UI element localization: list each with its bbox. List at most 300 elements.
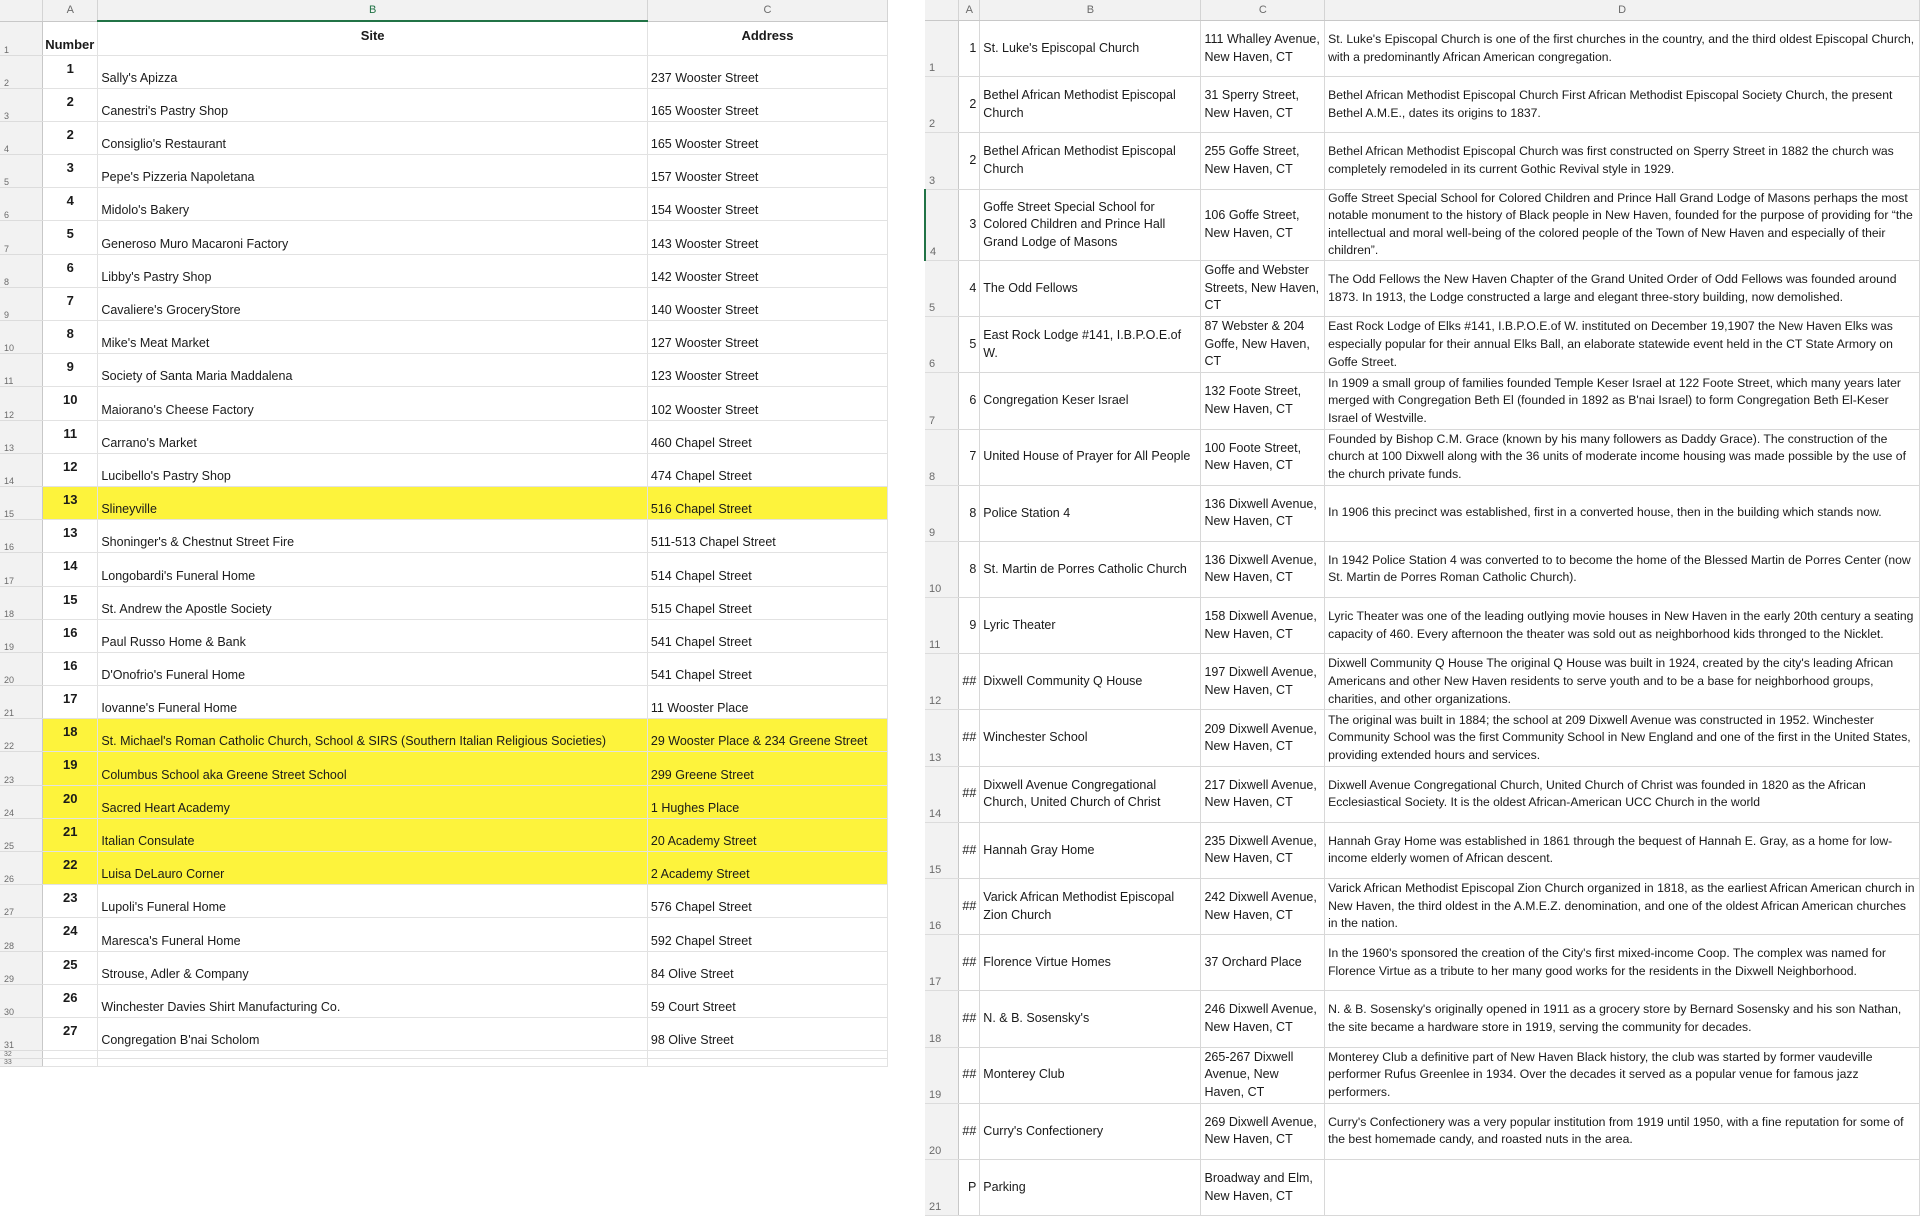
description-cell[interactable]: Founded by Bishop C.M. Grace (known by his many followers as Daddy Grace). The construction of the church at 100 Dixwell along with the 36 units of moderate income housing was made possible by the use of the church private funds. (1325, 429, 1920, 485)
address-cell[interactable]: 165 Wooster Street (647, 121, 887, 154)
number-cell[interactable]: 13 (43, 520, 98, 553)
address-cell[interactable]: 87 Webster & 204 Goffe, New Haven, CT (1201, 317, 1325, 373)
row-number[interactable]: 15 (925, 822, 959, 878)
table-row (0, 1017, 888, 1050)
site-cell[interactable]: Varick African Methodist Episcopal Zion Church (980, 879, 1201, 935)
row-number[interactable]: 9 (925, 485, 959, 541)
site-cell[interactable]: Hannah Gray Home (980, 822, 1201, 878)
row-number[interactable]: 3 (0, 88, 43, 121)
row-number[interactable]: 21 (925, 1159, 959, 1215)
row-number[interactable]: 11 (0, 354, 43, 387)
address-cell[interactable]: 265-267 Dixwell Avenue, New Haven, CT (1201, 1047, 1325, 1103)
site-cell[interactable]: East Rock Lodge #141, I.B.P.O.E.of W. (980, 317, 1201, 373)
site-cell[interactable]: Monterey Club (980, 1047, 1201, 1103)
empty-cell[interactable] (43, 1051, 98, 1059)
table-row (925, 21, 1920, 77)
site-cell[interactable]: Longobardi's Funeral Home (98, 553, 648, 586)
row-number[interactable]: 14 (0, 453, 43, 486)
column-header-row (925, 0, 1920, 21)
row-number[interactable]: 33 (0, 1059, 43, 1067)
select-all-corner[interactable] (925, 0, 959, 21)
row-number[interactable]: 1 (925, 21, 959, 77)
address-cell[interactable]: 511-513 Chapel Street (647, 520, 887, 553)
row-number[interactable]: 26 (0, 852, 43, 885)
table-row (925, 1159, 1920, 1215)
row-number[interactable]: 6 (0, 188, 43, 221)
description-cell[interactable]: Dixwell Community Q House The original Q House was built in 1924, created by the city's leading African Americans and other New Haven residents to serve youth and to be a base for neighborhood groups, charities, and other organizations. (1325, 654, 1920, 710)
number-cell[interactable]: ## (959, 1047, 980, 1103)
table-row (925, 598, 1920, 654)
site-cell[interactable]: Parking (980, 1159, 1201, 1215)
row-number[interactable]: 11 (925, 598, 959, 654)
site-cell[interactable]: Paul Russo Home & Bank (98, 619, 648, 652)
site-cell[interactable]: Winchester Davies Shirt Manufacturing Co. (98, 984, 648, 1017)
site-cell[interactable]: Shoninger's & Chestnut Street Fire (98, 520, 648, 553)
address-cell[interactable]: Broadway and Elm, New Haven, CT (1201, 1159, 1325, 1215)
table-row (0, 453, 888, 486)
number-cell[interactable]: ## (959, 1103, 980, 1159)
address-cell[interactable]: 2 Academy Street (647, 852, 887, 885)
address-cell[interactable]: 269 Dixwell Avenue, New Haven, CT (1201, 1103, 1325, 1159)
number-cell[interactable]: 22 (43, 852, 98, 885)
site-cell[interactable]: Congregation Keser Israel (980, 373, 1201, 429)
number-cell[interactable]: 21 (43, 818, 98, 851)
table-row (925, 766, 1920, 822)
description-cell[interactable]: Bethel African Methodist Episcopal Church was first constructed on Sperry Street in 1882 the church was completely remodeled in its current Gothic Revival style in 1929. (1325, 133, 1920, 189)
row-number[interactable]: 17 (0, 553, 43, 586)
column-header-b[interactable]: B (98, 0, 648, 21)
description-cell[interactable]: In 1906 this precinct was established, first in a converted house, then in the building which stands now. (1325, 485, 1920, 541)
address-cell[interactable]: 474 Chapel Street (647, 453, 887, 486)
address-cell[interactable]: 515 Chapel Street (647, 586, 887, 619)
address-cell[interactable]: 165 Wooster Street (647, 88, 887, 121)
number-cell[interactable]: 26 (43, 984, 98, 1017)
address-cell[interactable]: 592 Chapel Street (647, 918, 887, 951)
address-cell[interactable]: 242 Dixwell Avenue, New Haven, CT (1201, 879, 1325, 935)
site-cell[interactable]: Strouse, Adler & Company (98, 951, 648, 984)
site-cell[interactable]: St. Luke's Episcopal Church (980, 21, 1201, 77)
number-cell[interactable]: 20 (43, 785, 98, 818)
row-number[interactable]: 13 (925, 710, 959, 766)
address-cell[interactable]: 59 Court Street (647, 984, 887, 1017)
site-cell[interactable]: Carrano's Market (98, 420, 648, 453)
site-cell[interactable]: N. & B. Sosensky's (980, 991, 1201, 1047)
address-cell[interactable]: 136 Dixwell Avenue, New Haven, CT (1201, 541, 1325, 597)
table-row (925, 317, 1920, 373)
column-header-c[interactable]: C (647, 0, 887, 21)
table-row (0, 553, 888, 586)
row-number[interactable]: 18 (925, 991, 959, 1047)
address-cell[interactable]: 106 Goffe Street, New Haven, CT (1201, 189, 1325, 260)
description-cell[interactable]: Varick African Methodist Episcopal Zion Church organized in 1818, as the earliest African American church in New Haven, the third oldest in the A.M.E.Z. denomination, and one of the oldest African American churches in the nation. (1325, 879, 1920, 935)
description-cell[interactable]: Goffe Street Special School for Colored Children and Prince Hall Grand Lodge of Masons perhaps the most notable monument to the history of Black people in New Haven, founded for the purpose of providing for “the intellectual and moral well-being of the colored people of the Town of New Haven and especially of their children”. (1325, 189, 1920, 260)
row-number[interactable]: 10 (925, 541, 959, 597)
address-cell[interactable]: 140 Wooster Street (647, 287, 887, 320)
number-cell[interactable]: 14 (43, 553, 98, 586)
number-cell[interactable]: 8 (43, 321, 98, 354)
site-cell[interactable]: Florence Virtue Homes (980, 935, 1201, 991)
table-row (0, 321, 888, 354)
table-row (0, 652, 888, 685)
number-cell[interactable]: 17 (43, 686, 98, 719)
row-number[interactable]: 15 (0, 486, 43, 519)
number-cell[interactable]: 18 (43, 719, 98, 752)
row-number[interactable]: 8 (925, 429, 959, 485)
row-number[interactable]: 27 (0, 885, 43, 918)
table-row (0, 486, 888, 519)
site-cell[interactable]: Goffe Street Special School for Colored Children and Prince Hall Grand Lodge of Masons (980, 189, 1201, 260)
empty-cell[interactable] (98, 1051, 648, 1059)
site-cell[interactable]: Sacred Heart Academy (98, 785, 648, 818)
site-cell[interactable]: Dixwell Community Q House (980, 654, 1201, 710)
address-cell[interactable]: 98 Olive Street (647, 1017, 887, 1050)
address-cell[interactable]: 255 Goffe Street, New Haven, CT (1201, 133, 1325, 189)
address-cell[interactable]: 37 Orchard Place (1201, 935, 1325, 991)
table-row (0, 619, 888, 652)
number-cell[interactable]: 5 (43, 221, 98, 254)
table-row (0, 387, 888, 420)
site-cell[interactable]: Midolo's Bakery (98, 188, 648, 221)
address-cell[interactable]: 217 Dixwell Avenue, New Haven, CT (1201, 766, 1325, 822)
row-number[interactable]: 16 (925, 879, 959, 935)
table-row (925, 1103, 1920, 1159)
table-row (0, 686, 888, 719)
number-cell[interactable]: 1 (959, 21, 980, 77)
row-number[interactable]: 12 (925, 654, 959, 710)
address-cell[interactable]: 576 Chapel Street (647, 885, 887, 918)
table-row (925, 133, 1920, 189)
number-cell[interactable]: 2 (43, 121, 98, 154)
site-cell[interactable]: Generoso Muro Macaroni Factory (98, 221, 648, 254)
row-number[interactable]: 5 (0, 155, 43, 188)
address-cell[interactable]: 20 Academy Street (647, 818, 887, 851)
site-cell[interactable]: The Odd Fellows (980, 260, 1201, 316)
address-cell[interactable]: 1 Hughes Place (647, 785, 887, 818)
table-row (925, 77, 1920, 133)
site-cell[interactable]: St. Martin de Porres Catholic Church (980, 541, 1201, 597)
row-number[interactable]: 18 (0, 586, 43, 619)
row-number[interactable]: 6 (925, 317, 959, 373)
site-cell[interactable]: Winchester School (980, 710, 1201, 766)
row-number[interactable]: 20 (925, 1103, 959, 1159)
select-all-corner[interactable] (0, 0, 43, 21)
description-cell[interactable]: East Rock Lodge of Elks #141, I.B.P.O.E.of W. instituted on December 19,1907 the New Haven Elks was especially popular for their annual Elks Ball, an elaborate statewide event held in the CT State Armory on Goffe Street. (1325, 317, 1920, 373)
row-number[interactable]: 31 (0, 1017, 43, 1050)
address-cell[interactable]: 143 Wooster Street (647, 221, 887, 254)
site-cell[interactable]: Italian Consulate (98, 818, 648, 851)
address-cell[interactable]: 516 Chapel Street (647, 486, 887, 519)
description-cell[interactable]: N. & B. Sosensky's originally opened in 1911 as a grocery store by Bernard Sosensky and his son Nathan, the site became a hardware store in 1919, serving the community for decades. (1325, 991, 1920, 1047)
number-cell[interactable]: 3 (43, 155, 98, 188)
table-row (0, 254, 888, 287)
table-row (0, 188, 888, 221)
row-number[interactable]: 3 (925, 133, 959, 189)
table-row (0, 287, 888, 320)
site-cell[interactable]: Pepe's Pizzeria Napoletana (98, 155, 648, 188)
address-cell[interactable]: 514 Chapel Street (647, 553, 887, 586)
address-cell[interactable]: 197 Dixwell Avenue, New Haven, CT (1201, 654, 1325, 710)
address-cell[interactable]: 102 Wooster Street (647, 387, 887, 420)
number-cell[interactable]: 13 (43, 486, 98, 519)
address-cell[interactable]: Goffe and Webster Streets, New Haven, CT (1201, 260, 1325, 316)
site-cell[interactable]: Police Station 4 (980, 485, 1201, 541)
address-header[interactable]: Address (647, 21, 887, 55)
address-cell[interactable]: 541 Chapel Street (647, 652, 887, 685)
site-cell[interactable]: Luisa DeLauro Corner (98, 852, 648, 885)
row-number[interactable]: 16 (0, 520, 43, 553)
address-cell[interactable]: 299 Greene Street (647, 752, 887, 785)
number-cell[interactable]: ## (959, 935, 980, 991)
row-number[interactable]: 8 (0, 254, 43, 287)
address-cell[interactable]: 142 Wooster Street (647, 254, 887, 287)
number-cell[interactable]: 25 (43, 951, 98, 984)
window-gap (888, 0, 924, 1080)
number-cell[interactable]: ## (959, 879, 980, 935)
number-cell[interactable]: ## (959, 822, 980, 878)
table-row (0, 818, 888, 851)
row-number[interactable]: 30 (0, 984, 43, 1017)
address-cell[interactable]: 31 Sperry Street, New Haven, CT (1201, 77, 1325, 133)
number-cell[interactable]: 27 (43, 1017, 98, 1050)
address-cell[interactable]: 237 Wooster Street (647, 55, 887, 88)
table-row (925, 189, 1920, 260)
right-sheet-grid (924, 0, 1920, 1216)
empty-cell[interactable] (647, 1059, 887, 1067)
table-row (925, 991, 1920, 1047)
number-cell[interactable]: 1 (43, 55, 98, 88)
address-cell[interactable]: 11 Wooster Place (647, 686, 887, 719)
table-row (0, 918, 888, 951)
address-cell[interactable]: 154 Wooster Street (647, 188, 887, 221)
number-cell[interactable]: 16 (43, 652, 98, 685)
table-row (0, 121, 888, 154)
number-cell[interactable]: 12 (43, 453, 98, 486)
table-row (925, 373, 1920, 429)
table-row (0, 586, 888, 619)
row-number[interactable]: 28 (0, 918, 43, 951)
description-cell[interactable]: The original was built in 1884; the school at 209 Dixwell Avenue was constructed in 1952. Winchester Community School was the first Community School in New England and one of the first in the United States, providing extended hours and services. (1325, 710, 1920, 766)
table-row (925, 710, 1920, 766)
site-cell[interactable]: Mike's Meat Market (98, 321, 648, 354)
address-cell[interactable]: 136 Dixwell Avenue, New Haven, CT (1201, 485, 1325, 541)
row-number[interactable]: 4 (0, 121, 43, 154)
table-row (925, 879, 1920, 935)
number-cell[interactable]: 8 (959, 541, 980, 597)
description-cell[interactable]: Lyric Theater was one of the leading outlying movie houses in New Haven in the early 20th century a seating capacity of 460. Every afternoon the theater was sold out as neighborhood kids thronged to the Nicklet. (1325, 598, 1920, 654)
number-cell[interactable]: 7 (959, 429, 980, 485)
row-number[interactable]: 4 (925, 189, 959, 260)
row-number[interactable]: 19 (0, 619, 43, 652)
number-cell[interactable]: ## (959, 991, 980, 1047)
site-cell[interactable]: St. Andrew the Apostle Society (98, 586, 648, 619)
row-number[interactable]: 17 (925, 935, 959, 991)
table-row (0, 984, 888, 1017)
empty-cell[interactable] (98, 1059, 648, 1067)
number-header[interactable]: Number (43, 21, 98, 55)
row-number[interactable]: 13 (0, 420, 43, 453)
table-row (0, 55, 888, 88)
row-number[interactable]: 25 (0, 818, 43, 851)
description-cell[interactable]: Hannah Gray Home was established in 1861 through the bequest of Hannah E. Gray, as a home for low-income elderly women of African descent. (1325, 822, 1920, 878)
number-cell[interactable]: 16 (43, 619, 98, 652)
column-header-row (0, 0, 888, 21)
number-cell[interactable]: ## (959, 654, 980, 710)
site-cell[interactable]: Maresca's Funeral Home (98, 918, 648, 951)
table-row (0, 520, 888, 553)
number-cell[interactable]: 3 (959, 189, 980, 260)
site-cell[interactable]: Lyric Theater (980, 598, 1201, 654)
row-number[interactable]: 7 (0, 221, 43, 254)
table-row (0, 752, 888, 785)
description-cell[interactable]: Bethel African Methodist Episcopal Church First African Methodist Episcopal Society Church, the present Bethel A.M.E., dates its origins to 1837. (1325, 77, 1920, 133)
address-cell[interactable]: 84 Olive Street (647, 951, 887, 984)
row-number[interactable]: 14 (925, 766, 959, 822)
table-row (925, 935, 1920, 991)
table-row (0, 719, 888, 752)
empty-row (0, 1051, 888, 1059)
right-spreadsheet (924, 0, 1920, 1214)
address-cell[interactable]: 29 Wooster Place & 234 Greene Street (647, 719, 887, 752)
table-row (0, 354, 888, 387)
address-cell[interactable]: 157 Wooster Street (647, 155, 887, 188)
column-header-d[interactable]: D (1325, 0, 1920, 21)
description-cell[interactable]: Curry's Confectionery was a very popular institution from 1919 until 1950, with a fine reputation for some of the best homemade candy, and roasted nuts in the area. (1325, 1103, 1920, 1159)
address-cell[interactable]: 541 Chapel Street (647, 619, 887, 652)
address-cell[interactable]: 132 Foote Street, New Haven, CT (1201, 373, 1325, 429)
row-number[interactable]: 20 (0, 652, 43, 685)
description-cell[interactable] (1325, 1159, 1920, 1215)
number-cell[interactable]: 6 (959, 373, 980, 429)
number-cell[interactable]: 4 (959, 260, 980, 316)
row-number[interactable]: 22 (0, 719, 43, 752)
row-number[interactable]: 12 (0, 387, 43, 420)
site-cell[interactable]: Consiglio's Restaurant (98, 121, 648, 154)
site-cell[interactable]: Bethel African Methodist Episcopal Church (980, 133, 1201, 189)
site-cell[interactable]: Bethel African Methodist Episcopal Church (980, 77, 1201, 133)
column-header-a[interactable]: A (43, 0, 98, 21)
table-row (925, 429, 1920, 485)
number-cell[interactable]: 24 (43, 918, 98, 951)
site-cell[interactable]: Maiorano's Cheese Factory (98, 387, 648, 420)
address-cell[interactable]: 100 Foote Street, New Haven, CT (1201, 429, 1325, 485)
number-cell[interactable]: ## (959, 710, 980, 766)
site-cell[interactable]: Libby's Pastry Shop (98, 254, 648, 287)
site-cell[interactable]: Columbus School aka Greene Street School (98, 752, 648, 785)
number-cell[interactable]: 5 (959, 317, 980, 373)
site-header[interactable]: Site (98, 21, 648, 55)
number-cell[interactable]: P (959, 1159, 980, 1215)
number-cell[interactable]: 7 (43, 287, 98, 320)
row-number[interactable]: 7 (925, 373, 959, 429)
left-spreadsheet (0, 0, 888, 1080)
address-cell[interactable]: 246 Dixwell Avenue, New Haven, CT (1201, 991, 1325, 1047)
site-cell[interactable]: Cavaliere's GroceryStore (98, 287, 648, 320)
row-number[interactable]: 2 (0, 55, 43, 88)
address-cell[interactable]: 209 Dixwell Avenue, New Haven, CT (1201, 710, 1325, 766)
site-cell[interactable]: Dixwell Avenue Congregational Church, United Church of Christ (980, 766, 1201, 822)
site-cell[interactable]: Congregation B'nai Scholom (98, 1017, 648, 1050)
description-cell[interactable]: Monterey Club a definitive part of New Haven Black history, the club was started by former vaudeville performer Rufus Greenlee in 1934. Over the decades it served as a popular venue for famous jazz performers. (1325, 1047, 1920, 1103)
table-row (0, 221, 888, 254)
empty-cell[interactable] (647, 1051, 887, 1059)
table-row (925, 541, 1920, 597)
description-cell[interactable]: In the 1960's sponsored the creation of the City's first mixed-income Coop. The complex was named for Florence Virtue as a tribute to her many good works for the residents in the Dixwell Neighborhood. (1325, 935, 1920, 991)
column-header-b[interactable]: B (980, 0, 1201, 21)
column-header-c[interactable]: C (1201, 0, 1325, 21)
table-row (0, 951, 888, 984)
table-row (925, 654, 1920, 710)
number-cell[interactable]: 8 (959, 485, 980, 541)
number-cell[interactable]: 4 (43, 188, 98, 221)
site-cell[interactable]: Sally's Apizza (98, 55, 648, 88)
site-cell[interactable]: Lucibello's Pastry Shop (98, 453, 648, 486)
row-number[interactable]: 10 (0, 321, 43, 354)
description-cell[interactable]: The Odd Fellows the New Haven Chapter of the Grand United Order of Odd Fellows was founded around 1873. In 1913, the Lodge constructed a large and elegant three-story building, now demolished. (1325, 260, 1920, 316)
row-number[interactable]: 21 (0, 686, 43, 719)
row-number[interactable]: 32 (0, 1051, 43, 1059)
table-row (925, 260, 1920, 316)
address-cell[interactable]: 235 Dixwell Avenue, New Haven, CT (1201, 822, 1325, 878)
site-cell[interactable]: United House of Prayer for All People (980, 429, 1201, 485)
number-cell[interactable]: 2 (43, 88, 98, 121)
site-cell[interactable]: Slineyville (98, 486, 648, 519)
row-number[interactable]: 5 (925, 260, 959, 316)
row-number[interactable]: 23 (0, 752, 43, 785)
site-cell[interactable]: Curry's Confectionery (980, 1103, 1201, 1159)
description-cell[interactable]: Dixwell Avenue Congregational Church, United Church of Christ was founded in 1820 as the African Ecclesiastical Society. It is the oldest African-American UCC Church in the world (1325, 766, 1920, 822)
table-row (0, 785, 888, 818)
number-cell[interactable]: 10 (43, 387, 98, 420)
address-cell[interactable]: 158 Dixwell Avenue, New Haven, CT (1201, 598, 1325, 654)
description-cell[interactable]: St. Luke's Episcopal Church is one of the first churches in the country, and the third oldest Episcopal Church, with a predominantly African American congregation. (1325, 21, 1920, 77)
address-cell[interactable]: 460 Chapel Street (647, 420, 887, 453)
row-number[interactable]: 19 (925, 1047, 959, 1103)
left-sheet-grid (0, 0, 888, 1067)
site-cell[interactable]: D'Onofrio's Funeral Home (98, 652, 648, 685)
row-number[interactable]: 9 (0, 287, 43, 320)
description-cell[interactable]: In 1909 a small group of families founded Temple Keser Israel at 122 Foote Street, which many years later merged with Congregation Beth El (founded in 1892 as B'nai Israel) to form Congregation Beth El-Keser Israel of Westville. (1325, 373, 1920, 429)
site-cell[interactable]: Iovanne's Funeral Home (98, 686, 648, 719)
row-number[interactable]: 24 (0, 785, 43, 818)
number-cell[interactable]: 9 (43, 354, 98, 387)
table-row (0, 852, 888, 885)
table-row (0, 420, 888, 453)
number-cell[interactable]: 2 (959, 77, 980, 133)
address-cell[interactable]: 127 Wooster Street (647, 321, 887, 354)
empty-cell[interactable] (43, 1059, 98, 1067)
number-cell[interactable]: 19 (43, 752, 98, 785)
column-header-a[interactable]: A (959, 0, 980, 21)
row-number[interactable]: 2 (925, 77, 959, 133)
number-cell[interactable]: 11 (43, 420, 98, 453)
address-cell[interactable]: 111 Whalley Avenue, New Haven, CT (1201, 21, 1325, 77)
number-cell[interactable]: 15 (43, 586, 98, 619)
site-cell[interactable]: Lupoli's Funeral Home (98, 885, 648, 918)
table-row (925, 1047, 1920, 1103)
description-cell[interactable]: In 1942 Police Station 4 was converted to to become the home of the Blessed Martin de Porres Center (now St. Martin de Porres Roman Catholic Church). (1325, 541, 1920, 597)
number-cell[interactable]: 9 (959, 598, 980, 654)
number-cell[interactable]: 2 (959, 133, 980, 189)
number-cell[interactable]: 6 (43, 254, 98, 287)
site-cell[interactable]: Society of Santa Maria Maddalena (98, 354, 648, 387)
number-cell[interactable]: 23 (43, 885, 98, 918)
site-cell[interactable]: St. Michael's Roman Catholic Church, School & SIRS (Southern Italian Religious Societies) (98, 719, 648, 752)
row-number[interactable]: 29 (0, 951, 43, 984)
number-cell[interactable]: ## (959, 766, 980, 822)
address-cell[interactable]: 123 Wooster Street (647, 354, 887, 387)
site-cell[interactable]: Canestri's Pastry Shop (98, 88, 648, 121)
row-number[interactable]: 1 (0, 21, 43, 55)
